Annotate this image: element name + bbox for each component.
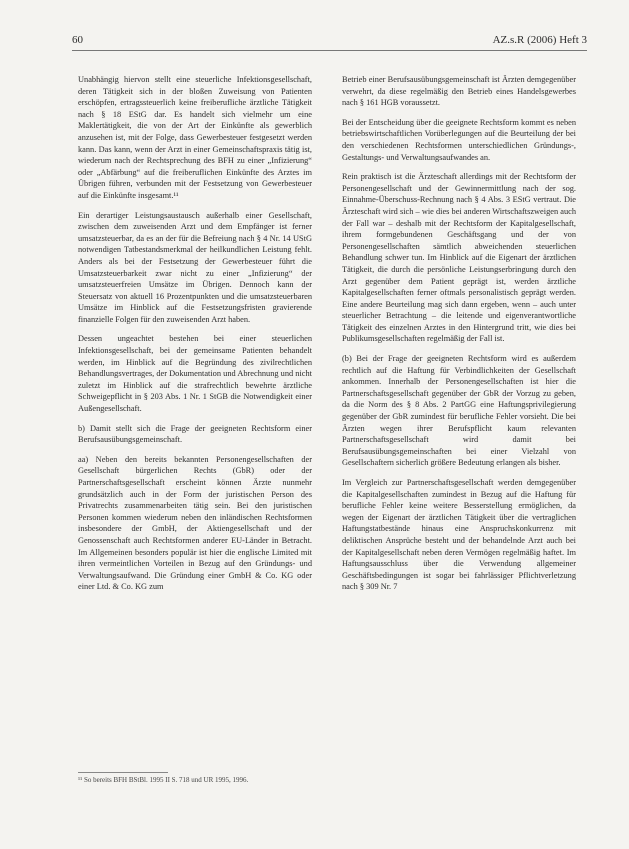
- paragraph: Im Vergleich zur Partnerschaftsgesellschaft werden demgegenüber die Kapitalgesellschaften zumindest in Bezug auf die Haftung für berufliche Fehler keine weitere Besserstellung ermöglichen, da wegen der Eigenart der ärztlichen Tätigkeit über die vertraglichen Haftungstatbestände hinaus eine Anspruchskonkurrenz mit deliktischen Ansprüche besteht und der behandelnde Arzt auch bei der Kapitalgesellschaft neben deren Vermögen regelmäßig haftet. Im Haftungsausschluss über die Verwendung allgemeiner Geschäftsbedingungen ist sogar bei fahrlässiger Pflichtverletzung nach § 309 Nr. 7: [342, 478, 576, 592]
- paragraph: aa) Neben den bereits bekannten Personengesellschaften der Gesellschaft bürgerlichen Rechts (GbR) oder der Partnerschaftsgesellschaft erscheint können Ärzte nunmehr grundsätzlich auch in der Form der juristischen Person des Privatrechts zusammenarbeiten tätig sein. Bei den juristischen Personen kommen wiederum neben den inländischen Rechtsformen insbesondere der GmbH, der Aktiengesellschaft und der Genossenschaft auch Rechtsformen anderer EU-Länder in Betracht. Im Allgemeinen besonders populär ist hier die englische Limited mit ihren vermeintlichen Vorteilen in Bezug auf den Gründungs- und Verwaltungsaufwand. Die Gründung einer GmbH & Co. KG oder einer Ltd. & Co. KG zum: [78, 454, 312, 592]
- footnote-divider: [78, 772, 168, 773]
- paragraph: b) Damit stellt sich die Frage der geeigneten Rechtsform einer Berufsausübungsgemeinschaft.: [78, 423, 312, 445]
- paragraph: (b) Bei der Frage der geeigneten Rechtsform wird es außerdem rechtlich auf die Haftung für Verbindlichkeiten der Gesellschaft ankommen. Innerhalb der Personengesellschaften ist hier die Partnerschaftsgesellschaft gegenüber der GbR der Vorzug zu geben, da die Norm des § 8 Abs. 2 PartGG eine Haftungsprivilegierung gegenüber der GbR zumindest für berufliche Fehler vorsieht. Die bei Ärzten wegen ihrer Berufspflicht kaum relevanten Partnerschaftsgesellschaft wird damit bei Berufsausübungsgemeinschaften bei einer Vielzahl von Gesellschaftern sicherlich größere Bedeutung erlangen als bisher.: [342, 354, 576, 468]
- journal-header: AZ.s.R (2006) Heft 3: [492, 34, 587, 46]
- paragraph: Ein derartiger Leistungsaustausch außerhalb einer Gesellschaft, zwischen dem zuweisenden Arzt und dem Empfänger ist ferner umsatzsteuerbar, da es an der für die Befreiung nach § 4 Nr. 14 UStG notwendigen Tatbestandsmerkmal der heilkundlichen Leistung fehlt. Anders als bei der Festsetzung der Gewerbesteuer führt die Umsatzsteuerbarkeit zwar nicht zu einer „Infizierung“ der umsatzsteuerfreien Umsätze im Übrigen. Dennoch kann der Steuersatz von aktuell 16 Prozentpunkten und die umsatzsteuerbaren Umsätze im Hinblick auf die Festsetzungsfristen gravierende finanzielle Folgen für den zuweisenden Arzt haben.: [78, 210, 312, 324]
- header-divider: [72, 50, 587, 51]
- paragraph: Unabhängig hiervon stellt eine steuerliche Infektionsgesellschaft, deren Tätigkeit sich in der bloßen Zuweisung von Patienten erschöpfen, ertragssteuerlich keine freiberufliche ärztliche Tätigkeit nach § 18 EStG dar. Es handelt sich vielmehr um eine Maklertätigkeit, die von der Art der Einkünfte als gewerblich anzusehen ist, mit der Folge, dass Gewerbesteuer festgesetzt werden kann. Das kann, wenn der Arzt in einer Gemeinschaftspraxis tätig ist, wiederum nach der Rechtsprechung des BFH zu einer „Infizierung“ oder „Abfärbung“ auf die freiberuflichen Einkünfte des Arztes im Übrigen führen, verbunden mit der Festsetzung von Gewerbesteuer auf die Einkünfte insgesamt.¹¹: [78, 75, 312, 200]
- page-number: 60: [72, 34, 83, 46]
- paragraph: Dessen ungeachtet bestehen bei einer steuerlichen Infektionsgesellschaft, bei der gemeinsame Patienten behandelt werden, im Hinblick auf die Begründung des zivilrechtlichen Behandlungsvertrages, der Dokumentation und Abrechnung und nicht zuletzt im Hinblick auf die strafrechtlich bewehrte ärztliche Schweigepflicht in § 203 Abs. 1 Nr. 1 StGB die Notwendigkeit einer Außengesellschaft.: [78, 334, 312, 414]
- paragraph: Betrieb einer Berufsausübungsgemeinschaft ist Ärzten demgegenüber verwehrt, da diese regelmäßig den Betrieb eines Handelsgewerbes nach § 161 HGB voraussetzt.: [342, 75, 576, 108]
- paragraph: Rein praktisch ist die Ärzteschaft allerdings mit der Rechtsform der Personengesellschaft und der Gewinnermittlung nach der sog. Einnahme-Überschuss-Rechnung nach § 4 Abs. 3 EStG vertraut. Die Ärzteschaft wird sich – wie dies bei anderen Wirtschaftszweigen auch der Fall war – deshalb mit der Rechtsform der Kapitalgesellschaft, ihrem formgebundenen Geschäftsgang und der von Personengesellschaften sämtlich abweichenden steuerlichen Behandlung schwer tun. Im Hinblick auf die Eigenart der ärztlichen Tätigkeit, die durch die persönliche Leistungserbringung durch den Arzt gegenüber dem Patient geprägt ist, werden ärztliche Kapitalgesellschaften ferner oftmals personalistisch geprägt werden. Eine andere Beurteilung mag sich dann ergeben, wenn – auch unter steuerlicher Betrachtung – die leitende und eigenverantwortliche Tätigkeit des einzelnen Arztes in den Hintergrund tritt, wie dies bei Publikumsgesellschaften regelmäßig der Fall ist.: [342, 172, 576, 344]
- footnote: ¹¹ So bereits BFH BStBl. 1995 II S. 718 und UR 1995, 1996.: [78, 776, 249, 784]
- paragraph: Bei der Entscheidung über die geeignete Rechtsform kommt es neben betriebswirtschaftlichen Vorüberlegungen auf die Beurteilung der bei den verschiedenen Rechtsformen unterschiedlichen Gründungs-, Gestaltungs- und Verwaltungsaufwandes an.: [342, 117, 576, 162]
- right-column: [342, 74, 576, 601]
- left-column: [78, 74, 312, 601]
